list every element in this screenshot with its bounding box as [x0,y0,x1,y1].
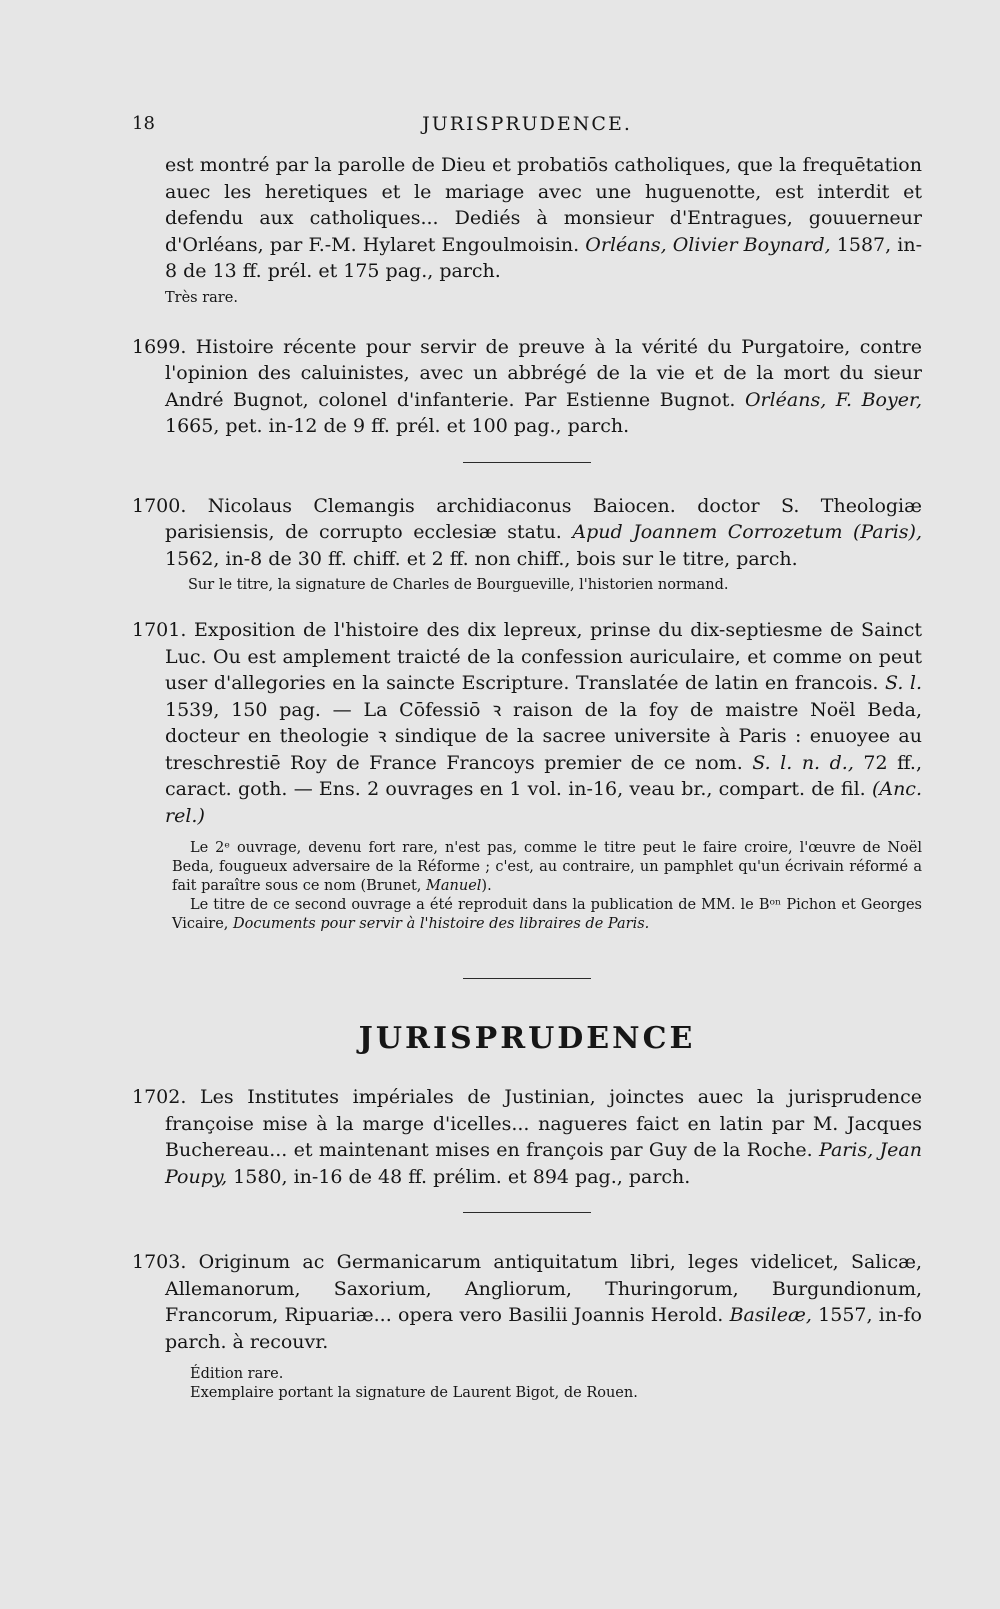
entry-text-part: Originum ac Germanicarum antiquitatum libri, leges videlicet, Salicæ, Allemanorum, Saxorium, Angliorum, Thuringorum, Burgundionum, Francorum, Ripuariæ... opera vero Basilii Joannis Herold. [165,1251,922,1326]
entry-text [132,1249,922,1355]
imprint: Orléans, Olivier Boynard, [585,233,831,256]
entry-note [132,576,922,595]
page-number: 18 [132,113,155,134]
note-reference: Manuel [426,878,482,894]
entry-continuation [132,152,922,308]
note-text: Exemplaire portant la signature de Laurent Bigot, de Rouen. [190,1385,638,1401]
entry-note [132,839,922,934]
section-title: JURISPRUDENCE [358,1021,696,1056]
running-title: JURISPRUDENCE. [422,113,632,135]
entry-number: 1702. [132,1086,187,1108]
entry-text-part: Les Institutes impériales de Justinian, joinctes auec la jurisprudence françoise mise à la marge d'icelles... nagueres faict en latin par M. Jacques Buchereau... et maintenant mises en françois par Guy de la Roche. [165,1086,922,1161]
entry-text [132,617,922,829]
imprint: S. l. n. d., [752,751,854,774]
binding-note: (Anc. rel.) [165,778,922,827]
running-head [132,113,922,143]
entry-text-part: Histoire récente pour servir de preuve à la vérité du Purgatoire, contre l'opinion des caluinistes, avec un abbrégé de la vie et de la mort du sieur André Bugnot, colonel d'infanterie. Par Estienne Bugnot. [165,335,922,411]
entry-text [132,1084,922,1190]
note-paragraph [172,839,922,896]
entry-note [132,289,922,308]
note-paragraph [172,896,922,934]
entry-number: 1699. [132,335,187,358]
imprint: Paris, Jean Poupy, [165,1139,922,1188]
entry-text [132,493,922,573]
entry-text-part: 1539, 150 pag. — La Cōfessiō ꝛ raison de la foy de maistre Noël Beda, docteur en theologie ꝛ sindique de la sacree universite à Paris : enuoyee au treschrestiē Roy de France Francoys premier de ce nom. [165,698,922,774]
entry-text-part: 1580, in-16 de 48 ff. prélim. et 894 pag., parch. [227,1165,691,1188]
entry-text-part: 72 ff., caract. goth. — Ens. 2 ouvrages en 1 vol. in-16, veau br., compart. de fil. [165,751,922,800]
note-text: Le titre de ce second ouvrage a été reproduit dans la publication de MM. le Bᵒⁿ Pichon et Georges Vicaire, [172,897,922,932]
imprint: Orléans, F. Boyer, [744,388,922,411]
note-text: ). [481,878,492,894]
entry-note [132,1365,922,1403]
entry-1699 [132,334,922,440]
note-text: Édition rare. [190,1366,284,1382]
entry-text-part: est montré par la parolle de Dieu et probatiōs catholiques, que la frequētation auec les heretiques et le mariage avec une huguenotte, est interdit et defendu aux catholiques... Dediés à monsieur d'Entragues, gouuerneur d'Orléans, par F.-M. Hylaret Engoulmoisin. [165,154,922,256]
imprint: Apud Joannem Corrozetum (Paris), [572,521,922,543]
entry-text-part: Exposition de l'histoire des dix lepreux, prinse du dix-septiesme de Sainct Luc. Ou est amplement traicté de la confession auriculaire, et comme on peut user d'allegories en la saincte Escripture. Translatée de latin en francois. [165,619,922,694]
note-text: Le 2ᵉ ouvrage, devenu fort rare, n'est pas, comme le titre peut le faire croire, l'œuvre de Noël Beda, fougueux adversaire de la Réforme ; c'est, au contraire, un pamphlet qu'un écrivain réformé a fait paraître sous ce nom (Brunet, [172,840,922,894]
entry-text-part: 1665, pet. in-12 de 9 ff. prél. et 100 pag., parch. [165,415,630,437]
entry-number: 1703. [132,1251,187,1273]
entry-text [132,152,922,285]
entry-text-part: Nicolaus Clemangis archidiaconus Baiocen. doctor S. Theologiæ parisiensis, de corrupto ecclesiæ statu. [165,494,922,543]
note-reference: Documents pour servir à l'histoire des libraires de Paris. [233,916,650,932]
entry-text-part: 1587, in-8 de 13 ff. prél. et 175 pag., parch. [165,233,922,282]
entry-text-part: 1562, in-8 de 30 ff. chiff. et 2 ff. non chiff., bois sur le titre, parch. [165,547,798,570]
note-text: Sur le titre, la signature de Charles de Bourgueville, l'historien normand. [188,577,729,593]
entry-number: 1700. [132,494,187,517]
imprint: S. l. [884,672,922,694]
note-text: Très rare. [165,289,238,306]
entry-1700 [132,493,922,596]
entry-1703 [132,1249,922,1403]
imprint: Basileæ, [729,1304,812,1326]
entry-1702 [132,1084,922,1190]
entry-text [132,334,922,440]
page-body [132,152,922,1403]
entry-number: 1701. [132,619,187,641]
entry-text-part: 1557, in-fo parch. à recouvr. [165,1304,922,1353]
entry-1701 [132,617,922,934]
